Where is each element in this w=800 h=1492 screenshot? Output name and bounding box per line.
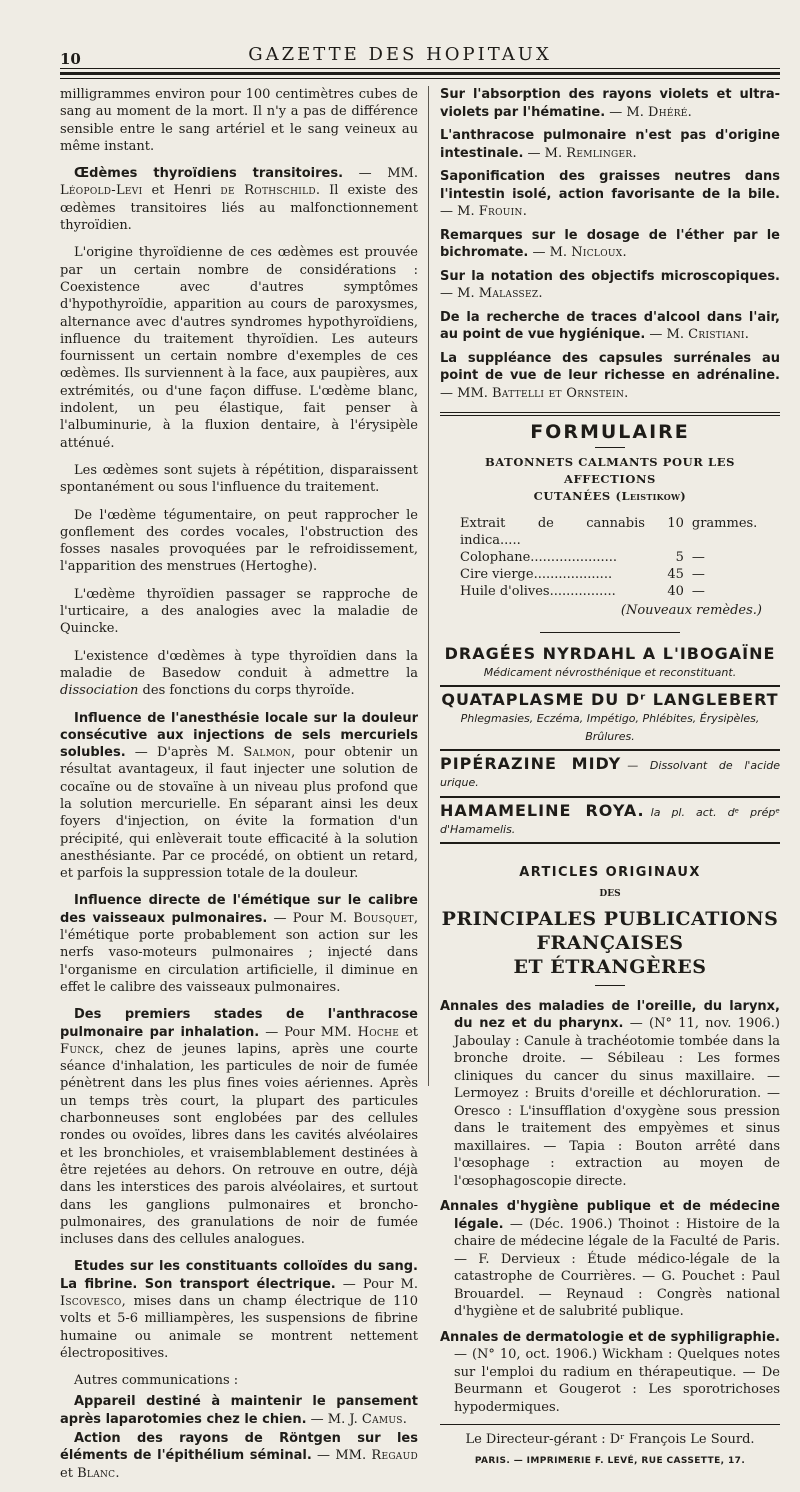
article-title: Des premiers stades de l'anthracose pulmonaire par inhalation. <box>60 1007 418 1040</box>
annales-title: Annales des maladies de l'oreille, du larynx, du nez et du pharynx. <box>440 998 780 1032</box>
ad-title: DRAGÉES NYRDAHL A L'IBOGAÏNE <box>444 643 776 663</box>
article-title: Œdèmes thyroïdiens transitoires. <box>74 166 344 182</box>
annales-title: Annales de dermatologie et de syphiligraphie. <box>440 1329 780 1345</box>
communication-entry <box>440 227 780 262</box>
author-name: Iscovesco <box>60 1294 122 1309</box>
ad-subtitle: la pl. act. dᵉ prépᵉ d'Hamamelis. <box>440 805 780 836</box>
header-rule-bottom <box>60 78 780 79</box>
author-name: Regaud <box>371 1448 419 1464</box>
author-name: Camus <box>361 1411 403 1427</box>
ad-rule <box>440 796 780 798</box>
entry-title: L'anthracose pulmonaire n'est pas d'origine intestinale. <box>440 128 780 161</box>
journal-title: GAZETTE DES HOPITAUX <box>248 44 552 65</box>
ingredient-unit: — <box>691 550 705 566</box>
text-fragment: — M. <box>440 286 479 301</box>
text-fragment: — M. <box>440 204 479 219</box>
gerant-line: Le Directeur-gérant : Dʳ François Le Sourd. <box>440 1424 780 1448</box>
author-name: Malassez <box>478 286 539 301</box>
author-name: Hoche <box>357 1024 400 1040</box>
annales-entry <box>440 1329 780 1417</box>
text-fragment: — MM. <box>440 385 493 401</box>
annales-title: Annales d'hygiène publique et de médecine légale. <box>440 1199 780 1232</box>
ad-subtitle-line <box>440 664 780 681</box>
text-fragment: . <box>402 1411 407 1427</box>
ad-subtitle: — Dissolvant de l'acide urique. <box>440 759 781 790</box>
article-anesthesie <box>60 710 418 883</box>
text-fragment: — D'après M. <box>125 745 244 761</box>
text-fragment: , chez de jeunes lapins, après une courte séance d'inhalation, les particules de noir de fumée pénètrent dans les plus fines voies aériennes. Après un temps très court, la plupart des particules charbonneuses sont englobées par des cellules rondes ou ovoïdes, libres dans les cavités alvéolaires et les bronchioles, et vraisemblablement destinées à être rejetées au dehors. On retrouve en outre, déjà dans les interstices des parois alvéolaires, et surtout dans les ganglions pulmonaires et broncho-pulmonaires, des granulations de noir de fumée incluses dans des cellules analogues. <box>60 1041 418 1248</box>
ingredient-name: Cire vierge................... <box>460 567 613 583</box>
text-fragment: — M. <box>528 245 572 260</box>
ingredient-qty: 10 <box>667 516 684 532</box>
recipe-row <box>460 515 760 549</box>
subtitle-line <box>440 488 780 505</box>
author-name: Leistikow <box>621 489 681 504</box>
text-fragment: ) <box>680 489 687 504</box>
text-fragment: — Pour MM. <box>259 1024 358 1040</box>
paragraph: L'origine thyroïdienne de ces œdèmes est prouvée par un certain nombre de considérations : Coexistence avec d'autres symptômes d'hypothyroïdie, apparition au cours de paroxysmes, alternance avec d'autres syndromes hypothyroïdiens, influence du traitement thyroïdien. Les auteurs fournissent un certain nombre d'exemples de ces œdèmes. Ils surviennent à la face, aux paupières, aux extrémités, ou d'une façon diffuse. L'œdème blanc, indolent, un peu élastique, fait penser à l'albuminurie, à la fluxion dentaire, à l'érysipèle atténué. <box>60 245 418 451</box>
text-fragment: CUTANÉES ( <box>533 489 622 504</box>
ingredient-name: Colophane..................... <box>460 550 618 566</box>
page-number: 10 <box>60 50 81 68</box>
paragraph: Les œdèmes sont sujets à répétition, disparaissent spontanément ou sous l'influence du traitement. <box>60 462 418 496</box>
article-title: Action des rayons de Röntgen sur les éléments de l'épithélium séminal. <box>60 1431 418 1464</box>
text-fragment: . <box>538 286 543 301</box>
communication-entry <box>440 168 780 221</box>
entry-title: La suppléance des capsules surrénales au point de vue de leur richesse en adrénaline. <box>440 350 780 383</box>
article-anthracose <box>60 1006 418 1248</box>
text-fragment: et <box>399 1024 418 1040</box>
article-oedemes <box>60 165 418 234</box>
annales-list <box>440 998 780 1417</box>
text-fragment: des fonctions du corps thyroïde. <box>138 683 355 699</box>
advertisement <box>440 645 780 682</box>
ad-title-line <box>440 691 780 710</box>
ad-title: PIPÉRAZINE MIDY <box>440 754 622 774</box>
ad-subtitle-line <box>440 710 780 745</box>
ingredient-name: Extrait de cannabis indica..... <box>460 516 645 549</box>
advertisement <box>440 755 780 792</box>
author-name: de Rothschild <box>220 183 316 199</box>
text-fragment: . <box>632 145 637 161</box>
text-fragment: , pour obtenir un résultat avantageux, il faut injecter une solution de cocaïne ou de stovaïne à un niveau plus profond que la solution mercurielle. En séparant ainsi les deux foyers d'injection, on évite la formation d'un précipité, qui enlèverait toute efficacité à la solution anesthésiante. Par ce procédé, on obtient un retard, et parfois la suppression totale de la douleur. <box>60 745 418 882</box>
communication-entry <box>440 127 780 162</box>
text-fragment: — Pour M. <box>335 1276 418 1292</box>
ad-title: QUATAPLASME DU Dʳ LANGLEBERT <box>441 690 779 710</box>
text-fragment: . <box>522 204 527 219</box>
short-rule <box>540 632 680 633</box>
ingredient-unit: grammes. <box>691 516 758 532</box>
article-title: Appareil destiné à maintenir le pansement après laparotomies chez le chien. <box>60 1394 418 1427</box>
text-fragment: et <box>60 1465 78 1481</box>
text-fragment: L'existence d'œdèmes à type thyroïdien dans la maladie de Basedow conduit à admettre la <box>60 648 418 681</box>
recipe-table <box>460 515 760 600</box>
paragraph: De l'œdème tégumentaire, on peut rapprocher le gonflement des cordes vocales, l'obstruction des fosses nasales provoquées par le refroidissement, l'apparition des menstrues (Hertoghe). <box>60 507 418 575</box>
text-fragment: — Pour M. <box>267 910 354 926</box>
communication-entry <box>440 350 780 403</box>
author-name: Bousquet <box>353 910 414 926</box>
text-fragment: . <box>744 327 749 342</box>
article-title: Influence de l'anesthésie locale sur la douleur consécutive aux injections de sels mercuriels solubles. <box>60 710 418 761</box>
right-column <box>440 86 780 1470</box>
text-fragment: , l'émétique porte probablement son action sur les nerfs vaso-moteurs pulmonaires ; injecté dans l'organisme en circulation artificielle, il diminue en effet le calibre des vaisseaux pulmonaires. <box>60 910 418 995</box>
annales-text: — (N° 11, nov. 1906.) Jaboulay : Canule à trachéotomie tombée dans la bronche droite. — Sébileau : Les formes cliniques du cancer du sinus maxillaire. — Lermoyez : Bruits d'oreille et déchloruration. — Oresco : L'insufflation d'oxygène sous pression dans le traitement des empyèmes et sinus maxillaires. — Tapia : Bouton arrêté dans l'œsophage : extraction au moyen de l'œsophagoscopie directe. <box>454 1016 780 1189</box>
article-rontgen <box>60 1430 418 1482</box>
advertisement <box>440 802 780 839</box>
article-emetique <box>60 892 418 996</box>
ad-rule <box>440 749 780 751</box>
text-fragment: — M. J. <box>306 1411 362 1427</box>
communication-entry <box>440 268 780 303</box>
ingredient-qty: 40 <box>667 584 684 600</box>
entry-title: Sur l'absorption des rayons violets et ultra-violets par l'hématine. <box>440 87 780 120</box>
ad-rule <box>440 842 780 844</box>
ingredient-qty: 45 <box>667 567 684 583</box>
paragraph-continued: milligrammes environ pour 100 centimètres cubes de sang au moment de la mort. Il n'y a pas de différence sensible entre le sang artériel et le sang veineux au même instant. <box>60 87 418 154</box>
articles-heading-des: DES <box>599 888 621 899</box>
text-fragment: , mises dans un champ électrique de 110 volts et 5-6 milliampères, les suspensions de fibrine humaine ou animale se montrent nettement électropositives. <box>60 1294 418 1361</box>
text-fragment: et Henri <box>142 183 221 199</box>
text-fragment: . <box>115 1465 120 1481</box>
communication-entry <box>440 309 780 344</box>
author-name: Frouin <box>478 204 523 219</box>
author-name: Funck <box>60 1041 100 1057</box>
section-rule <box>440 412 780 413</box>
recipe-row <box>460 566 760 583</box>
text-fragment: — M. <box>523 145 567 161</box>
header-rule-thin <box>60 68 780 69</box>
advertisements <box>440 645 780 845</box>
article-appareil <box>60 1393 418 1428</box>
author-name: Remlinger <box>566 145 633 161</box>
ingredient-unit: — <box>691 584 705 600</box>
recipe-source: (Nouveaux remèdes.) <box>620 603 762 619</box>
communications-list <box>440 86 780 402</box>
author-name: Dhéré <box>647 104 688 120</box>
short-rule <box>595 447 625 448</box>
recipe-row <box>460 583 760 600</box>
text-fragment: . <box>622 245 627 260</box>
annales-entry <box>440 1198 780 1321</box>
annales-entry <box>440 998 780 1191</box>
ad-subtitle: Médicament névrosthénique et reconstituant. <box>483 665 737 679</box>
author-name: Salmon <box>243 745 292 761</box>
articles-heading-main: PRINCIPALES PUBLICATIONS FRANÇAISES <box>441 907 779 954</box>
entry-title: Saponification des graisses neutres dans l'intestin isolé, action favorisante de la bile. <box>440 169 780 202</box>
ingredient-unit: — <box>691 567 705 583</box>
author-name: Nicloux <box>571 245 623 260</box>
paragraph <box>60 648 418 700</box>
article-title: Influence directe de l'émétique sur le calibre des vaisseaux pulmonaires. <box>60 893 418 926</box>
ad-rule <box>440 685 780 687</box>
text-fragment: — M. <box>605 104 648 120</box>
text-fragment: — M. <box>645 327 689 342</box>
text-fragment: . <box>687 104 692 120</box>
text-fragment: . Il existe des œdèmes transitoires liés au malfonctionnement thyroïdien. <box>60 183 418 234</box>
ad-subtitle: Phlegmasies, Eczéma, Impétigo, Phlébites, Érysipèles, Brûlures. <box>460 712 760 743</box>
paragraph: L'œdème thyroïdien passager se rapproche de l'urticaire, a des analogies avec la maladie de Quincke. <box>60 586 418 637</box>
articles-heading: ARTICLES ORIGINAUX <box>519 865 701 881</box>
text-fragment: — MM. <box>311 1448 372 1464</box>
text-fragment: . <box>624 385 629 401</box>
subtitle-line: BATONNETS CALMANTS POUR LES AFFECTIONS <box>484 455 736 487</box>
advertisement <box>440 691 780 745</box>
entry-title: Sur la notation des objectifs microscopiques. <box>440 268 780 284</box>
formulaire-title: FORMULAIRE <box>530 421 690 443</box>
text-fragment: — MM. <box>343 166 418 182</box>
ad-title-line <box>440 645 780 664</box>
article-colloides <box>60 1258 418 1362</box>
ingredient-qty: 5 <box>675 550 684 566</box>
ingredient-name: Huile d'olives................ <box>460 584 616 600</box>
formulaire-subtitle <box>440 454 780 505</box>
communication-entry <box>440 86 780 121</box>
author-name: Cristiani <box>688 327 745 342</box>
author-name: Battelli et Ornstein <box>492 385 625 401</box>
ad-title: HAMAMELINE ROYA. <box>440 800 645 820</box>
author-name: Léopold-Levi <box>60 183 143 199</box>
article-title: Etudes sur les constituants colloïdes du sang. La fibrine. Son transport électrique. <box>60 1259 418 1292</box>
emphasis: dissociation <box>60 683 139 699</box>
imprint-line: PARIS. — IMPRIMERIE F. LEVÉ, RUE CASSETTE, 17. <box>474 1455 746 1466</box>
column-divider <box>428 86 429 1086</box>
left-column <box>60 86 418 1492</box>
articles-heading-sub: ET ÉTRANGÈRES <box>513 955 707 978</box>
header-rule-thick <box>60 72 780 75</box>
entry-title: De la recherche de traces d'alcool dans l'air, au point de vue hygiénique. <box>440 309 780 342</box>
short-rule <box>595 985 625 986</box>
recipe-row <box>460 549 760 566</box>
annales-text: — (Déc. 1906.) Thoinot : Histoire de la chaire de médecine légale de la Faculté de Paris. — F. Dervieux : Étude médico-légale de la catastrophe de Courrières. — G. Pouchet : Paul Brouardel. — Reynaud : Congrès national d'hygiène et de salubrité publique. <box>454 1216 780 1320</box>
entry-title: Remarques sur le dosage de l'éther par le bichromate. <box>440 227 780 260</box>
other-communications-label: Autres communications : <box>74 1373 239 1389</box>
section-rule <box>440 415 780 416</box>
annales-text: — (N° 10, oct. 1906.) Wickham : Quelques notes sur l'emploi du radium en thérapeutique. — De Beurmann et Gougerot : Les sporotrichoses hypodermiques. <box>454 1347 780 1415</box>
author-name: Blanc <box>77 1465 116 1481</box>
